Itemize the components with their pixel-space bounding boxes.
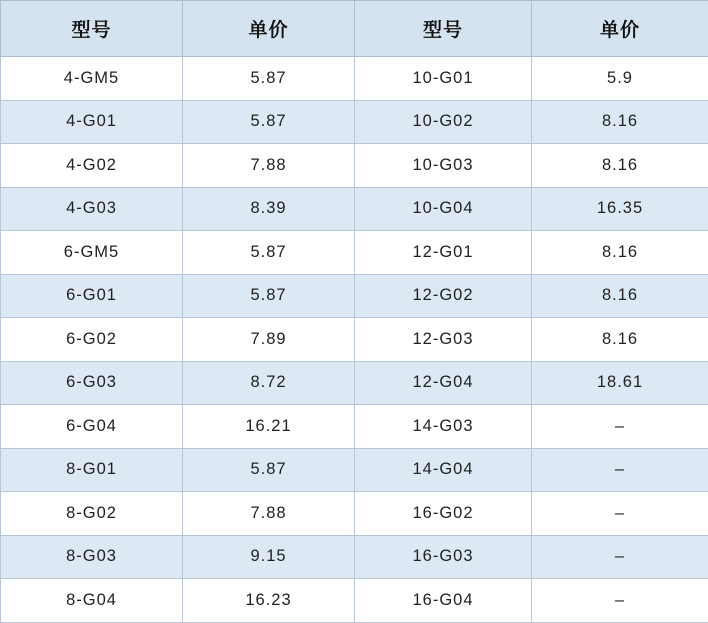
cell-price-left: 7.89 (183, 318, 355, 362)
table-row (1, 579, 708, 623)
cell-price-left: 16.23 (183, 579, 355, 623)
cell-model-right: 16-G02 (355, 492, 532, 536)
cell-model-left: 6-G04 (1, 405, 183, 449)
table-row (1, 448, 708, 492)
cell-model-right: 10-G04 (355, 187, 532, 231)
cell-price-right: 8.16 (532, 231, 708, 275)
cell-price-left: 8.39 (183, 187, 355, 231)
cell-price-right: 8.16 (532, 274, 708, 318)
cell-model-right: 12-G04 (355, 361, 532, 405)
column-header-price-left: 单价 (183, 1, 355, 57)
table-row (1, 535, 708, 579)
table-row (1, 361, 708, 405)
cell-model-left: 6-G02 (1, 318, 183, 362)
cell-model-left: 4-GM5 (1, 57, 183, 101)
cell-price-left: 5.87 (183, 57, 355, 101)
cell-price-right: – (532, 579, 708, 623)
cell-price-left: 8.72 (183, 361, 355, 405)
cell-model-right: 16-G03 (355, 535, 532, 579)
table-body (1, 57, 708, 623)
table-row (1, 405, 708, 449)
cell-model-left: 6-G01 (1, 274, 183, 318)
cell-model-left: 8-G03 (1, 535, 183, 579)
cell-price-right: 8.16 (532, 318, 708, 362)
cell-price-right: 16.35 (532, 187, 708, 231)
cell-price-right: – (532, 492, 708, 536)
cell-model-right: 14-G03 (355, 405, 532, 449)
cell-price-left: 5.87 (183, 100, 355, 144)
table-row (1, 100, 708, 144)
cell-model-right: 16-G04 (355, 579, 532, 623)
cell-price-right: 8.16 (532, 144, 708, 188)
cell-price-right: 8.16 (532, 100, 708, 144)
cell-price-left: 7.88 (183, 144, 355, 188)
cell-price-right: 5.9 (532, 57, 708, 101)
cell-price-right: – (532, 405, 708, 449)
cell-price-right: – (532, 448, 708, 492)
cell-price-left: 5.87 (183, 448, 355, 492)
table-header-row (1, 1, 708, 57)
cell-price-right: 18.61 (532, 361, 708, 405)
cell-price-left: 5.87 (183, 274, 355, 318)
cell-price-left: 9.15 (183, 535, 355, 579)
table-row (1, 144, 708, 188)
cell-price-left: 7.88 (183, 492, 355, 536)
table-header (1, 1, 708, 57)
cell-model-right: 10-G02 (355, 100, 532, 144)
cell-model-left: 6-G03 (1, 361, 183, 405)
cell-price-left: 5.87 (183, 231, 355, 275)
cell-model-left: 4-G03 (1, 187, 183, 231)
table-row (1, 57, 708, 101)
cell-model-left: 8-G01 (1, 448, 183, 492)
column-header-price-right: 单价 (532, 1, 708, 57)
table-row (1, 231, 708, 275)
cell-model-right: 10-G01 (355, 57, 532, 101)
table-row (1, 187, 708, 231)
cell-model-right: 10-G03 (355, 144, 532, 188)
cell-model-right: 12-G02 (355, 274, 532, 318)
cell-model-right: 14-G04 (355, 448, 532, 492)
cell-price-right: – (532, 535, 708, 579)
cell-model-right: 12-G01 (355, 231, 532, 275)
cell-model-right: 12-G03 (355, 318, 532, 362)
cell-model-left: 4-G01 (1, 100, 183, 144)
column-header-model-left: 型号 (1, 1, 183, 57)
cell-model-left: 6-GM5 (1, 231, 183, 275)
cell-model-left: 8-G02 (1, 492, 183, 536)
cell-model-left: 8-G04 (1, 579, 183, 623)
cell-price-left: 16.21 (183, 405, 355, 449)
table-row (1, 318, 708, 362)
cell-model-left: 4-G02 (1, 144, 183, 188)
column-header-model-right: 型号 (355, 1, 532, 57)
table-row (1, 492, 708, 536)
table-row (1, 274, 708, 318)
